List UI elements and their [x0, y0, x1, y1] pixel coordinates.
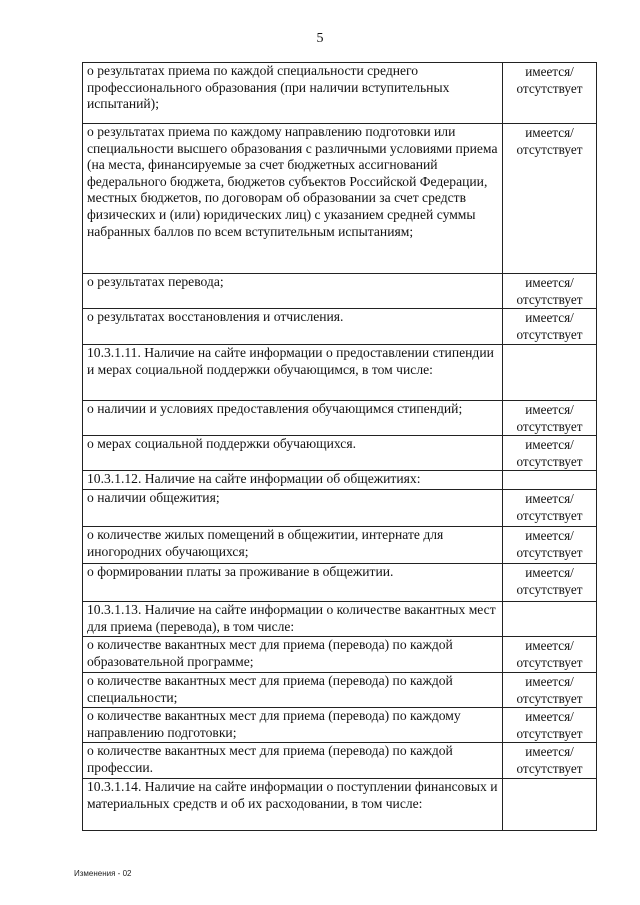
status-missing: отсутствует	[516, 419, 583, 434]
status-missing: отсутствует	[516, 761, 583, 776]
status-cell	[503, 743, 597, 779]
status-cell	[503, 63, 597, 124]
status-cell	[503, 564, 597, 602]
status-missing: отсутствует	[516, 327, 583, 342]
section-heading: 10.3.1.12. Наличие на сайте информации об общежитиях:	[83, 471, 503, 490]
status-has: имеется/	[525, 402, 574, 417]
status-missing: отсутствует	[516, 545, 583, 560]
status-cell	[503, 779, 597, 831]
status-missing: отсутствует	[516, 292, 583, 307]
section-row	[83, 345, 597, 401]
status-has: имеется/	[525, 491, 574, 506]
requirements-table	[82, 62, 597, 831]
section-heading: 10.3.1.14. Наличие на сайте информации о поступлении финансовых и материальных средств и об их расходовании, в том числе:	[83, 779, 503, 831]
item-row	[83, 564, 597, 602]
item-text: о наличии и условиях предоставления обучающимся стипендий;	[83, 401, 503, 436]
footer-revision: Изменения - 02	[74, 869, 132, 878]
status-has: имеется/	[525, 64, 574, 79]
item-text: о результатах приема по каждому направлению подготовки или специальности высшего образования с различными условиями приема (на места, финансируемые за счет бюджетных ассигнований федерального бюджета, бюджетов субъектов Российской Федерации, местных бюджетов, по договорам об образовании за счет средств физических и (или) юридических лиц) с указанием средней суммы набранных баллов по всем вступительным испытаниям;	[83, 124, 503, 274]
status-has: имеется/	[525, 638, 574, 653]
status-cell	[503, 471, 597, 490]
status-missing: отсутствует	[516, 582, 583, 597]
status-missing: отсутствует	[516, 142, 583, 157]
item-text: о количестве вакантных мест для приема (перевода) по каждой профессии.	[83, 743, 503, 779]
status-has: имеется/	[525, 125, 574, 140]
status-cell	[503, 309, 597, 345]
status-missing: отсутствует	[516, 454, 583, 469]
item-row	[83, 124, 597, 274]
status-cell	[503, 345, 597, 401]
section-row	[83, 779, 597, 831]
status-missing: отсутствует	[516, 508, 583, 523]
status-cell	[503, 708, 597, 743]
status-has: имеется/	[525, 744, 574, 759]
status-has: имеется/	[525, 275, 574, 290]
item-text: о наличии общежития;	[83, 490, 503, 527]
status-cell	[503, 124, 597, 274]
item-text: о результатах приема по каждой специальности среднего профессионального образования (при наличии вступительных испытаний);	[83, 63, 503, 124]
item-row	[83, 401, 597, 436]
status-missing: отсутствует	[516, 726, 583, 741]
status-cell	[503, 637, 597, 673]
item-text: о формировании платы за проживание в общежитии.	[83, 564, 503, 602]
item-text: о количестве вакантных мест для приема (перевода) по каждому направлению подготовки;	[83, 708, 503, 743]
item-text: о мерах социальной поддержки обучающихся.	[83, 436, 503, 471]
item-text: о количестве вакантных мест для приема (перевода) по каждой образовательной программе;	[83, 637, 503, 673]
status-has: имеется/	[525, 709, 574, 724]
section-heading: 10.3.1.13. Наличие на сайте информации о количестве вакантных мест для приема (перевода), в том числе:	[83, 602, 503, 637]
status-missing: отсутствует	[516, 655, 583, 670]
item-row	[83, 490, 597, 527]
status-cell	[503, 527, 597, 564]
section-row	[83, 602, 597, 637]
status-cell	[503, 401, 597, 436]
item-row	[83, 637, 597, 673]
item-row	[83, 63, 597, 124]
item-row	[83, 743, 597, 779]
item-row	[83, 708, 597, 743]
status-has: имеется/	[525, 565, 574, 580]
status-cell	[503, 602, 597, 637]
section-row	[83, 471, 597, 490]
page-number: 5	[316, 31, 324, 46]
item-text: о количестве вакантных мест для приема (перевода) по каждой специальности;	[83, 673, 503, 708]
item-row	[83, 436, 597, 471]
status-has: имеется/	[525, 674, 574, 689]
status-cell	[503, 490, 597, 527]
item-text: о количестве жилых помещений в общежитии, интернате для иногородних обучающихся;	[83, 527, 503, 564]
item-row	[83, 527, 597, 564]
section-heading: 10.3.1.11. Наличие на сайте информации о предоставлении стипендии и мерах социальной поддержки обучающимся, в том числе:	[83, 345, 503, 401]
item-text: о результатах восстановления и отчисления.	[83, 309, 503, 345]
item-text: о результатах перевода;	[83, 274, 503, 309]
status-cell	[503, 274, 597, 309]
status-has: имеется/	[525, 528, 574, 543]
item-row	[83, 673, 597, 708]
status-has: имеется/	[525, 437, 574, 452]
status-missing: отсутствует	[516, 691, 583, 706]
item-row	[83, 309, 597, 345]
status-cell	[503, 436, 597, 471]
item-row	[83, 274, 597, 309]
status-missing: отсутствует	[516, 81, 583, 96]
status-cell	[503, 673, 597, 708]
status-has: имеется/	[525, 310, 574, 325]
